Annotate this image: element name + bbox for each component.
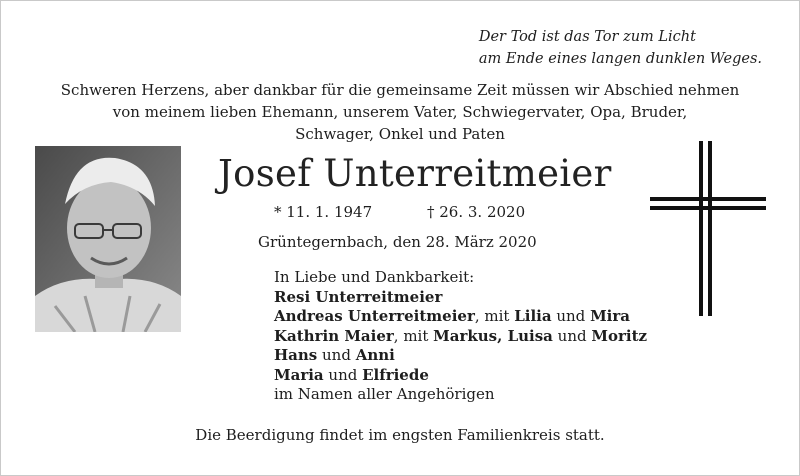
- mourner-separator: und: [551, 307, 591, 325]
- mourner-name: Lilia: [514, 307, 552, 325]
- intro-text: [20, 79, 780, 145]
- intro-line: von meinem lieben Ehemann, unserem Vater, Schwiegervater, Opa, Bruder,: [112, 103, 688, 121]
- mourners-footer: im Namen aller Angehörigen: [274, 385, 495, 403]
- mourner-separator: und: [552, 326, 592, 345]
- mourner-name: Resi Unterreitmeier: [274, 287, 443, 306]
- mourner-name: Markus, Luisa: [433, 326, 553, 345]
- portrait-photo: [35, 146, 181, 332]
- mourner-line: [274, 327, 647, 347]
- closing-note: Die Beerdigung findet im engsten Familienkreis statt.: [195, 426, 605, 444]
- mourner-line: [274, 307, 647, 327]
- mourner-separator: und: [323, 365, 363, 384]
- mourner-name: Kathrin Maier: [274, 326, 394, 345]
- intro-line: Schweren Herzens, aber dankbar für die gemeinsame Zeit müssen wir Abschied nehmen: [60, 81, 740, 99]
- intro-line: Schwager, Onkel und Paten: [295, 125, 505, 143]
- mourner-name: Andreas Unterreitmeier: [274, 307, 475, 325]
- quote-line: am Ende eines langen dunklen Weges.: [478, 51, 762, 67]
- mourner-line: [274, 346, 647, 366]
- epitaph-quote: [479, 26, 762, 70]
- deceased-name: Josef Unterreitmeier: [218, 152, 612, 195]
- mourner-separator: , mit: [393, 326, 434, 345]
- mourners-list: [274, 268, 647, 405]
- mourner-line: [274, 288, 647, 308]
- mourner-separator: und: [317, 346, 356, 364]
- mourner-name: Anni: [355, 346, 395, 364]
- mourner-name: Maria: [274, 365, 324, 384]
- mourner-name: Mira: [590, 307, 630, 325]
- place-and-date: Grüntegernbach, den 28. März 2020: [258, 233, 537, 251]
- death-date: † 26. 3. 2020: [427, 203, 526, 221]
- mourner-line: [274, 366, 647, 386]
- mourner-name: Moritz: [591, 326, 648, 345]
- mourner-name: Hans: [274, 346, 318, 364]
- mourner-name: Elfriede: [362, 365, 429, 384]
- portrait-figure: [35, 146, 181, 332]
- mourners-heading: In Liebe und Dankbarkeit:: [274, 268, 475, 286]
- mourner-separator: , mit: [474, 307, 515, 325]
- quote-line: Der Tod ist das Tor zum Licht: [478, 29, 696, 45]
- birth-date: * 11. 1. 1947: [274, 203, 373, 221]
- cross-icon: [650, 141, 766, 316]
